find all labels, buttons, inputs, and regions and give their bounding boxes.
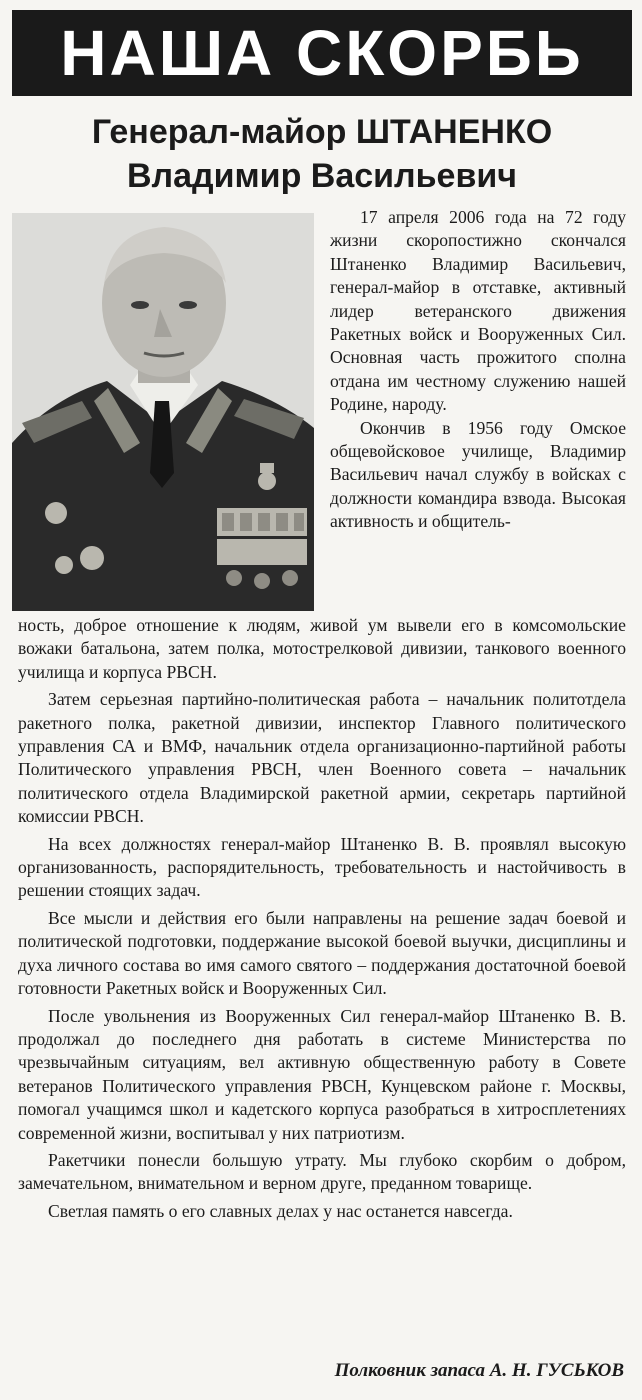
article-text-lower xyxy=(18,614,626,1223)
article-paragraph-continued: ность, доброе отношение к людям, живой ум вывели его в комсомольские вожаки батальона, затем полка, мотострелковой дивизии, танкового военного училища и корпуса РВСН. xyxy=(18,615,626,682)
article-text-upper xyxy=(330,206,626,534)
article-paragraph: Окончив в 1956 году Омское общевойсковое училище, Владимир Васильевич начал службу в войсках с должности командира взвода. Высокая активность и общитель- xyxy=(330,417,626,532)
section-banner xyxy=(12,10,632,96)
article-paragraph: На всех должностях генерал-майор Штаненко В. В. проявлял высокую организованность, распорядительность, требовательность и настойчивость в решении стоящих задач. xyxy=(18,833,626,901)
article-paragraph: 17 апреля 2006 года на 72 году жизни скоропостижно скончался Штаненко Владимир Васильевич, генерал-майор в отставке, активный лидер ветеранского движения Ракетных войск и Вооруженных Сил. Основная часть прожитого сполна отдана им честному служению нашей Родине, народу. xyxy=(330,207,626,415)
portrait-illustration xyxy=(12,213,314,611)
headline-given-names: Владимир Васильевич xyxy=(126,157,518,195)
article-paragraph: После увольнения из Вооруженных Сил генерал-майор Штаненко В. В. продолжал до последнего дня работать в системе Министерства по чрезвычайным ситуациям, вел активную общественную работу в Совете ветеранов Политического управления РВСН, Кунцевском районе г. Москвы, помогал учащимся школ и кадетского корпуса разобраться в хитросплетениях современной жизни, воспитывал у них патриотизм. xyxy=(18,1005,626,1143)
author-signature: Полковник запаса А. Н. ГУСЬКОВ xyxy=(334,1360,624,1381)
section-title: НАША СКОРБЬ xyxy=(60,17,584,89)
article-paragraph: Светлая память о его славных делах у нас останется навсегда. xyxy=(48,1200,513,1221)
article-paragraph: Все мысли и действия его были направлены на решение задач боевой и политической подготовки, поддержание высокой боевой выучки, дисциплины и духа личного состава во имя самого святого – поддержания достаточной боевой готовности Ракетных войск и Вооруженных Сил. xyxy=(18,907,626,999)
article-paragraph: Затем серьезная партийно-политическая работа – начальник политотдела ракетного полка, ракетной дивизии, инспектор Главного политического управления СА и ВМФ, начальник отдела организационно-партийной работы Политического управления РВСН, член Военного совета – начальник политического отдела Владимирской ракетной армии, секретарь партийной комиссии РВСН. xyxy=(18,689,626,827)
article-headline xyxy=(12,110,632,198)
portrait-photo xyxy=(12,213,314,611)
article-paragraph: Ракетчики понесли большую утрату. Мы глубоко скорбим о добром, замечательном, внимательном и верном друге, преданном товарище. xyxy=(18,1149,626,1194)
headline-rank-surname: Генерал-майор ШТАНЕНКО xyxy=(91,113,553,151)
